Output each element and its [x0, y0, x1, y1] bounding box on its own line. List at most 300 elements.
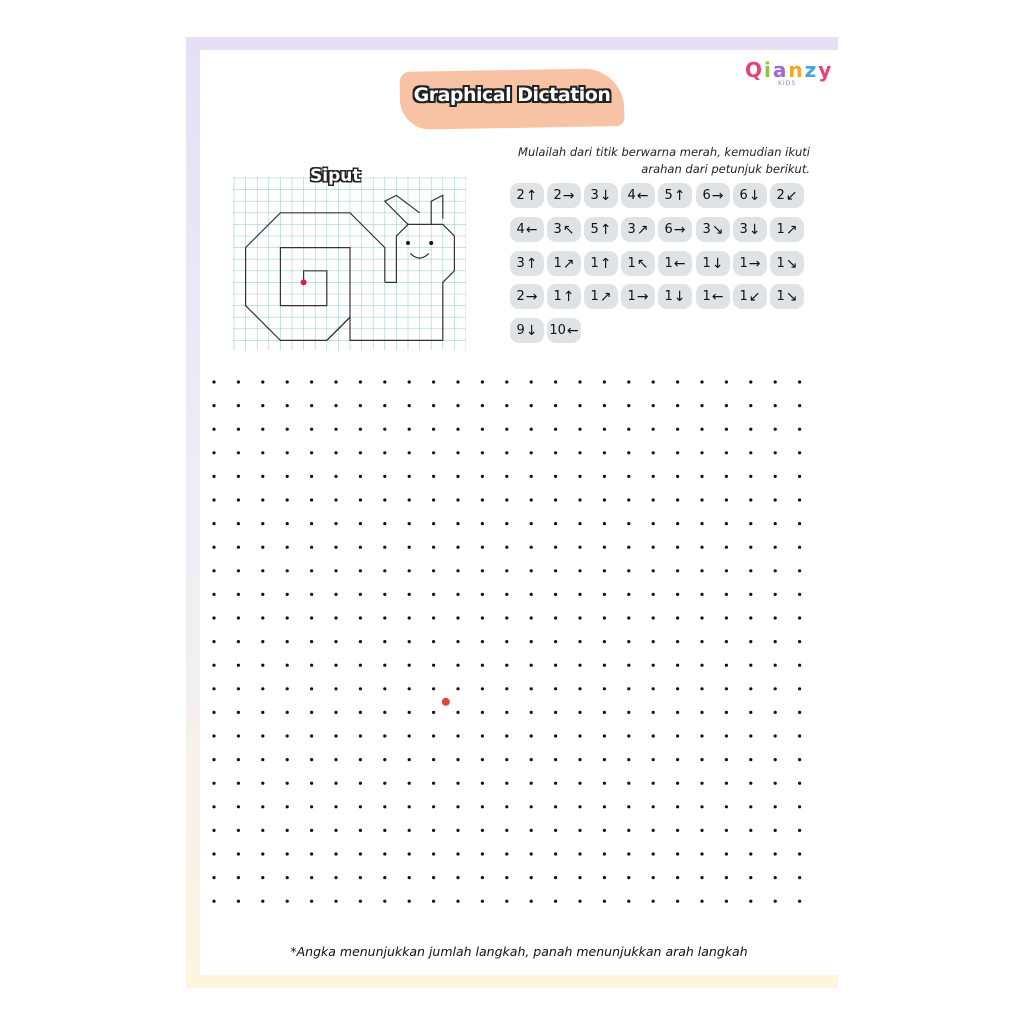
- grid-dot[interactable]: [237, 782, 240, 785]
- grid-dot[interactable]: [383, 380, 386, 383]
- grid-dot[interactable]: [456, 687, 459, 690]
- grid-dot[interactable]: [554, 829, 557, 832]
- grid-dot[interactable]: [505, 569, 508, 572]
- grid-dot[interactable]: [530, 380, 533, 383]
- grid-dot[interactable]: [774, 734, 777, 737]
- grid-dot[interactable]: [212, 664, 215, 667]
- grid-dot[interactable]: [261, 546, 264, 549]
- grid-dot[interactable]: [310, 711, 313, 714]
- grid-dot[interactable]: [798, 758, 801, 761]
- grid-dot[interactable]: [530, 498, 533, 501]
- grid-dot[interactable]: [725, 876, 728, 879]
- grid-dot[interactable]: [725, 782, 728, 785]
- grid-dot[interactable]: [603, 805, 606, 808]
- grid-dot[interactable]: [652, 451, 655, 454]
- grid-dot[interactable]: [505, 593, 508, 596]
- grid-dot[interactable]: [725, 734, 728, 737]
- grid-dot[interactable]: [676, 687, 679, 690]
- grid-dot[interactable]: [749, 805, 752, 808]
- grid-dot[interactable]: [310, 805, 313, 808]
- grid-dot[interactable]: [212, 758, 215, 761]
- grid-dot[interactable]: [652, 734, 655, 737]
- grid-dot[interactable]: [286, 569, 289, 572]
- grid-dot[interactable]: [603, 664, 606, 667]
- grid-dot[interactable]: [212, 593, 215, 596]
- grid-dot[interactable]: [676, 734, 679, 737]
- grid-dot[interactable]: [798, 640, 801, 643]
- grid-dot[interactable]: [261, 569, 264, 572]
- grid-dot[interactable]: [578, 428, 581, 431]
- grid-dot[interactable]: [408, 782, 411, 785]
- grid-dot[interactable]: [286, 805, 289, 808]
- grid-dot[interactable]: [334, 687, 337, 690]
- grid-dot[interactable]: [408, 640, 411, 643]
- grid-dot[interactable]: [310, 404, 313, 407]
- grid-dot[interactable]: [359, 380, 362, 383]
- grid-dot[interactable]: [530, 805, 533, 808]
- grid-dot[interactable]: [505, 687, 508, 690]
- grid-dot[interactable]: [212, 451, 215, 454]
- grid-dot[interactable]: [725, 428, 728, 431]
- grid-dot[interactable]: [481, 451, 484, 454]
- grid-dot[interactable]: [334, 734, 337, 737]
- grid-dot[interactable]: [798, 593, 801, 596]
- grid-dot[interactable]: [676, 475, 679, 478]
- grid-dot[interactable]: [578, 640, 581, 643]
- grid-dot[interactable]: [408, 852, 411, 855]
- grid-dot[interactable]: [310, 782, 313, 785]
- grid-dot[interactable]: [310, 593, 313, 596]
- grid-dot[interactable]: [603, 428, 606, 431]
- grid-dot[interactable]: [798, 734, 801, 737]
- grid-dot[interactable]: [700, 380, 703, 383]
- grid-dot[interactable]: [554, 734, 557, 737]
- grid-dot[interactable]: [359, 428, 362, 431]
- grid-dot[interactable]: [286, 711, 289, 714]
- grid-dot[interactable]: [652, 711, 655, 714]
- grid-dot[interactable]: [798, 451, 801, 454]
- grid-dot[interactable]: [603, 900, 606, 903]
- grid-dot[interactable]: [700, 734, 703, 737]
- grid-dot[interactable]: [432, 664, 435, 667]
- grid-dot[interactable]: [774, 687, 777, 690]
- grid-dot[interactable]: [261, 664, 264, 667]
- grid-dot[interactable]: [456, 546, 459, 549]
- grid-dot[interactable]: [383, 758, 386, 761]
- grid-dot[interactable]: [603, 876, 606, 879]
- grid-dot[interactable]: [481, 852, 484, 855]
- grid-dot[interactable]: [212, 805, 215, 808]
- grid-dot[interactable]: [359, 876, 362, 879]
- grid-dot[interactable]: [212, 711, 215, 714]
- grid-dot[interactable]: [676, 404, 679, 407]
- grid-dot[interactable]: [554, 876, 557, 879]
- grid-dot[interactable]: [481, 569, 484, 572]
- grid-dot[interactable]: [725, 546, 728, 549]
- grid-dot[interactable]: [725, 900, 728, 903]
- grid-dot[interactable]: [383, 593, 386, 596]
- grid-dot[interactable]: [798, 616, 801, 619]
- grid-dot[interactable]: [749, 428, 752, 431]
- grid-dot[interactable]: [359, 900, 362, 903]
- grid-dot[interactable]: [286, 498, 289, 501]
- grid-dot[interactable]: [481, 380, 484, 383]
- grid-dot[interactable]: [676, 569, 679, 572]
- grid-dot[interactable]: [700, 758, 703, 761]
- grid-dot[interactable]: [481, 758, 484, 761]
- grid-dot[interactable]: [700, 711, 703, 714]
- grid-dot[interactable]: [652, 404, 655, 407]
- grid-dot[interactable]: [627, 498, 630, 501]
- grid-dot[interactable]: [530, 404, 533, 407]
- grid-dot[interactable]: [359, 711, 362, 714]
- grid-dot[interactable]: [798, 829, 801, 832]
- grid-dot[interactable]: [237, 546, 240, 549]
- grid-dot[interactable]: [456, 616, 459, 619]
- grid-dot[interactable]: [749, 734, 752, 737]
- grid-dot[interactable]: [627, 758, 630, 761]
- grid-dot[interactable]: [334, 876, 337, 879]
- grid-dot[interactable]: [530, 876, 533, 879]
- grid-dot[interactable]: [700, 522, 703, 525]
- grid-dot[interactable]: [578, 876, 581, 879]
- grid-dot[interactable]: [774, 876, 777, 879]
- grid-dot[interactable]: [774, 498, 777, 501]
- grid-dot[interactable]: [261, 522, 264, 525]
- grid-dot[interactable]: [359, 593, 362, 596]
- grid-dot[interactable]: [798, 852, 801, 855]
- grid-dot[interactable]: [603, 782, 606, 785]
- grid-dot[interactable]: [505, 805, 508, 808]
- grid-dot[interactable]: [432, 522, 435, 525]
- grid-dot[interactable]: [578, 475, 581, 478]
- grid-dot[interactable]: [261, 428, 264, 431]
- grid-dot[interactable]: [578, 569, 581, 572]
- grid-dot[interactable]: [237, 900, 240, 903]
- grid-dot[interactable]: [383, 640, 386, 643]
- grid-dot[interactable]: [237, 640, 240, 643]
- grid-dot[interactable]: [334, 758, 337, 761]
- grid-dot[interactable]: [700, 593, 703, 596]
- grid-dot[interactable]: [725, 475, 728, 478]
- grid-dot[interactable]: [359, 734, 362, 737]
- grid-dot[interactable]: [432, 475, 435, 478]
- grid-dot[interactable]: [481, 900, 484, 903]
- grid-dot[interactable]: [383, 900, 386, 903]
- grid-dot[interactable]: [359, 475, 362, 478]
- grid-dot[interactable]: [627, 451, 630, 454]
- grid-dot[interactable]: [530, 593, 533, 596]
- grid-dot[interactable]: [652, 498, 655, 501]
- grid-dot[interactable]: [578, 546, 581, 549]
- grid-dot[interactable]: [798, 522, 801, 525]
- grid-dot[interactable]: [286, 876, 289, 879]
- grid-dot[interactable]: [554, 664, 557, 667]
- grid-dot[interactable]: [627, 852, 630, 855]
- grid-dot[interactable]: [700, 782, 703, 785]
- grid-dot[interactable]: [359, 852, 362, 855]
- grid-dot[interactable]: [578, 805, 581, 808]
- grid-dot[interactable]: [554, 475, 557, 478]
- grid-dot[interactable]: [237, 522, 240, 525]
- grid-dot[interactable]: [725, 852, 728, 855]
- grid-dot[interactable]: [554, 451, 557, 454]
- grid-dot[interactable]: [530, 616, 533, 619]
- grid-dot[interactable]: [383, 829, 386, 832]
- grid-dot[interactable]: [237, 852, 240, 855]
- grid-dot[interactable]: [700, 546, 703, 549]
- grid-dot[interactable]: [725, 616, 728, 619]
- grid-dot[interactable]: [554, 616, 557, 619]
- grid-dot[interactable]: [408, 498, 411, 501]
- grid-dot[interactable]: [652, 380, 655, 383]
- grid-dot[interactable]: [505, 404, 508, 407]
- grid-dot[interactable]: [725, 687, 728, 690]
- grid-dot[interactable]: [456, 829, 459, 832]
- grid-dot[interactable]: [798, 711, 801, 714]
- grid-dot[interactable]: [749, 664, 752, 667]
- grid-dot[interactable]: [212, 522, 215, 525]
- grid-dot[interactable]: [310, 380, 313, 383]
- grid-dot[interactable]: [627, 900, 630, 903]
- grid-dot[interactable]: [554, 900, 557, 903]
- grid-dot[interactable]: [456, 852, 459, 855]
- grid-dot[interactable]: [359, 805, 362, 808]
- grid-dot[interactable]: [603, 734, 606, 737]
- grid-dot[interactable]: [383, 734, 386, 737]
- grid-dot[interactable]: [432, 829, 435, 832]
- grid-dot[interactable]: [627, 734, 630, 737]
- grid-dot[interactable]: [261, 900, 264, 903]
- grid-dot[interactable]: [359, 616, 362, 619]
- grid-dot[interactable]: [603, 546, 606, 549]
- grid-dot[interactable]: [408, 546, 411, 549]
- grid-dot[interactable]: [530, 428, 533, 431]
- grid-dot[interactable]: [359, 758, 362, 761]
- grid-dot[interactable]: [408, 616, 411, 619]
- grid-dot[interactable]: [212, 616, 215, 619]
- grid-dot[interactable]: [310, 664, 313, 667]
- grid-dot[interactable]: [603, 498, 606, 501]
- grid-dot[interactable]: [237, 380, 240, 383]
- grid-dot[interactable]: [383, 852, 386, 855]
- grid-dot[interactable]: [286, 640, 289, 643]
- grid-dot[interactable]: [774, 475, 777, 478]
- grid-dot[interactable]: [334, 404, 337, 407]
- grid-dot[interactable]: [359, 451, 362, 454]
- grid-dot[interactable]: [359, 522, 362, 525]
- grid-dot[interactable]: [237, 876, 240, 879]
- grid-dot[interactable]: [359, 404, 362, 407]
- grid-dot[interactable]: [798, 428, 801, 431]
- grid-dot[interactable]: [456, 805, 459, 808]
- grid-dot[interactable]: [603, 616, 606, 619]
- grid-dot[interactable]: [749, 758, 752, 761]
- grid-dot[interactable]: [774, 428, 777, 431]
- grid-dot[interactable]: [725, 380, 728, 383]
- grid-dot[interactable]: [603, 852, 606, 855]
- grid-dot[interactable]: [456, 522, 459, 525]
- grid-dot[interactable]: [603, 829, 606, 832]
- grid-dot[interactable]: [456, 404, 459, 407]
- grid-dot[interactable]: [798, 475, 801, 478]
- grid-dot[interactable]: [798, 782, 801, 785]
- grid-dot[interactable]: [652, 829, 655, 832]
- grid-dot[interactable]: [286, 829, 289, 832]
- grid-dot[interactable]: [505, 758, 508, 761]
- grid-dot[interactable]: [261, 852, 264, 855]
- grid-dot[interactable]: [652, 593, 655, 596]
- grid-dot[interactable]: [578, 498, 581, 501]
- grid-dot[interactable]: [725, 664, 728, 667]
- grid-dot[interactable]: [212, 782, 215, 785]
- grid-dot[interactable]: [286, 664, 289, 667]
- grid-dot[interactable]: [676, 805, 679, 808]
- grid-dot[interactable]: [530, 569, 533, 572]
- grid-dot[interactable]: [432, 593, 435, 596]
- grid-dot[interactable]: [408, 876, 411, 879]
- grid-dot[interactable]: [334, 428, 337, 431]
- grid-dot[interactable]: [432, 852, 435, 855]
- grid-dot[interactable]: [676, 616, 679, 619]
- grid-dot[interactable]: [432, 404, 435, 407]
- grid-dot[interactable]: [725, 451, 728, 454]
- grid-dot[interactable]: [774, 829, 777, 832]
- grid-dot[interactable]: [700, 451, 703, 454]
- grid-dot[interactable]: [749, 687, 752, 690]
- grid-dot[interactable]: [652, 758, 655, 761]
- grid-dot[interactable]: [652, 900, 655, 903]
- grid-dot[interactable]: [237, 687, 240, 690]
- grid-dot[interactable]: [481, 711, 484, 714]
- grid-dot[interactable]: [286, 451, 289, 454]
- grid-dot[interactable]: [481, 664, 484, 667]
- grid-dot[interactable]: [310, 475, 313, 478]
- grid-dot[interactable]: [505, 380, 508, 383]
- grid-dot[interactable]: [676, 782, 679, 785]
- grid-dot[interactable]: [530, 782, 533, 785]
- grid-dot[interactable]: [725, 498, 728, 501]
- grid-dot[interactable]: [578, 734, 581, 737]
- grid-dot[interactable]: [383, 428, 386, 431]
- grid-dot[interactable]: [334, 380, 337, 383]
- grid-dot[interactable]: [261, 876, 264, 879]
- grid-dot[interactable]: [578, 664, 581, 667]
- grid-dot[interactable]: [749, 380, 752, 383]
- grid-dot[interactable]: [554, 498, 557, 501]
- grid-dot[interactable]: [627, 640, 630, 643]
- grid-dot[interactable]: [652, 475, 655, 478]
- grid-dot[interactable]: [212, 876, 215, 879]
- grid-dot[interactable]: [261, 687, 264, 690]
- grid-dot[interactable]: [676, 546, 679, 549]
- grid-dot[interactable]: [237, 404, 240, 407]
- grid-dot[interactable]: [700, 664, 703, 667]
- grid-dot[interactable]: [725, 758, 728, 761]
- grid-dot[interactable]: [261, 805, 264, 808]
- grid-dot[interactable]: [627, 876, 630, 879]
- grid-dot[interactable]: [505, 734, 508, 737]
- grid-dot[interactable]: [286, 546, 289, 549]
- grid-dot[interactable]: [334, 593, 337, 596]
- grid-dot[interactable]: [432, 640, 435, 643]
- grid-dot[interactable]: [310, 829, 313, 832]
- grid-dot[interactable]: [212, 687, 215, 690]
- grid-dot[interactable]: [554, 522, 557, 525]
- grid-dot[interactable]: [432, 569, 435, 572]
- grid-dot[interactable]: [725, 829, 728, 832]
- grid-dot[interactable]: [725, 593, 728, 596]
- grid-dot[interactable]: [554, 640, 557, 643]
- grid-dot[interactable]: [676, 829, 679, 832]
- grid-dot[interactable]: [334, 805, 337, 808]
- grid-dot[interactable]: [652, 805, 655, 808]
- grid-dot[interactable]: [530, 640, 533, 643]
- grid-dot[interactable]: [383, 664, 386, 667]
- grid-dot[interactable]: [237, 451, 240, 454]
- grid-dot[interactable]: [749, 498, 752, 501]
- grid-dot[interactable]: [505, 498, 508, 501]
- grid-dot[interactable]: [603, 522, 606, 525]
- grid-dot[interactable]: [286, 758, 289, 761]
- grid-dot[interactable]: [700, 640, 703, 643]
- grid-dot[interactable]: [261, 782, 264, 785]
- grid-dot[interactable]: [700, 498, 703, 501]
- grid-dot[interactable]: [237, 616, 240, 619]
- grid-dot[interactable]: [578, 451, 581, 454]
- grid-dot[interactable]: [310, 546, 313, 549]
- grid-dot[interactable]: [774, 782, 777, 785]
- grid-dot[interactable]: [627, 829, 630, 832]
- grid-dot[interactable]: [310, 522, 313, 525]
- grid-dot[interactable]: [456, 900, 459, 903]
- grid-dot[interactable]: [383, 475, 386, 478]
- grid-dot[interactable]: [505, 546, 508, 549]
- grid-dot[interactable]: [432, 380, 435, 383]
- grid-dot[interactable]: [725, 640, 728, 643]
- grid-dot[interactable]: [456, 569, 459, 572]
- grid-dot[interactable]: [505, 782, 508, 785]
- grid-dot[interactable]: [481, 404, 484, 407]
- grid-dot[interactable]: [432, 758, 435, 761]
- grid-dot[interactable]: [432, 782, 435, 785]
- grid-dot[interactable]: [798, 546, 801, 549]
- grid-dot[interactable]: [554, 782, 557, 785]
- grid-dot[interactable]: [359, 640, 362, 643]
- grid-dot[interactable]: [774, 805, 777, 808]
- grid-dot[interactable]: [749, 829, 752, 832]
- grid-dot[interactable]: [261, 734, 264, 737]
- grid-dot[interactable]: [261, 451, 264, 454]
- grid-dot[interactable]: [700, 829, 703, 832]
- grid-dot[interactable]: [286, 616, 289, 619]
- grid-dot[interactable]: [383, 687, 386, 690]
- grid-dot[interactable]: [359, 829, 362, 832]
- grid-dot[interactable]: [359, 569, 362, 572]
- grid-dot[interactable]: [700, 900, 703, 903]
- grid-dot[interactable]: [212, 852, 215, 855]
- grid-dot[interactable]: [334, 664, 337, 667]
- grid-dot[interactable]: [456, 428, 459, 431]
- grid-dot[interactable]: [530, 829, 533, 832]
- grid-dot[interactable]: [578, 522, 581, 525]
- grid-dot[interactable]: [749, 876, 752, 879]
- grid-dot[interactable]: [530, 546, 533, 549]
- grid-dot[interactable]: [627, 569, 630, 572]
- grid-dot[interactable]: [749, 640, 752, 643]
- grid-dot[interactable]: [578, 687, 581, 690]
- grid-dot[interactable]: [310, 616, 313, 619]
